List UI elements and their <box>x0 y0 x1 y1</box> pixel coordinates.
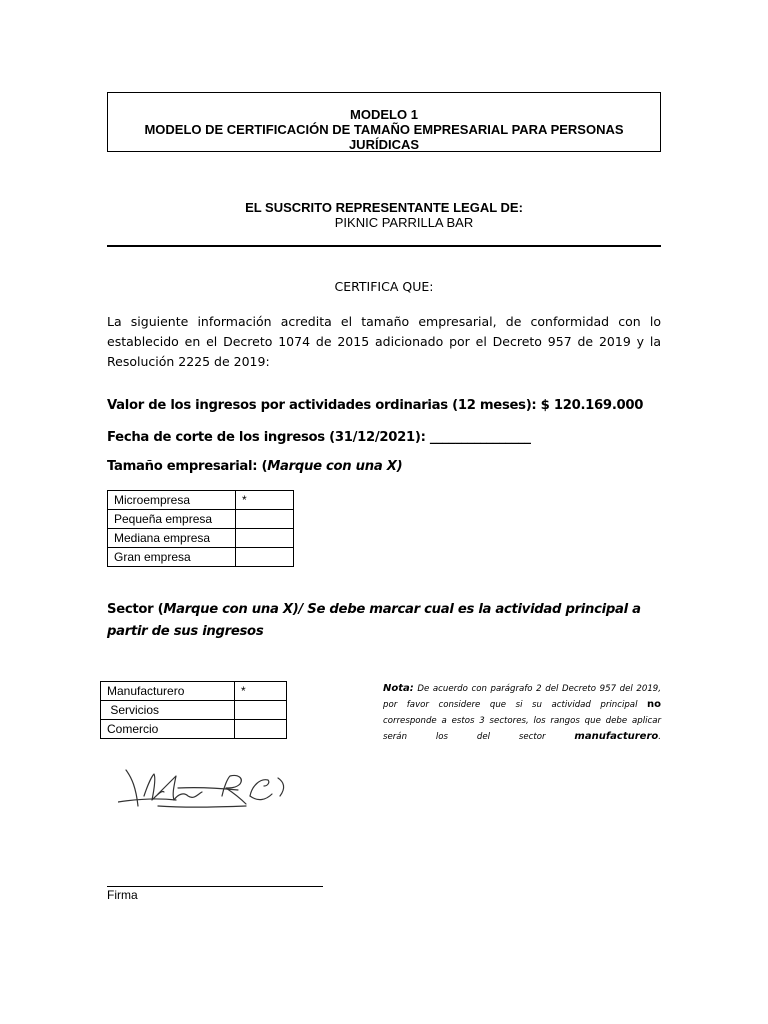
model-number: MODELO 1 <box>350 107 418 122</box>
table-row <box>108 529 294 548</box>
document-title: MODELO DE CERTIFICACIÓN DE TAMAÑO EMPRESARIAL PARA PERSONAS JURÍDICAS <box>144 122 624 152</box>
nota-bold-no: no <box>647 699 661 710</box>
company-name: PIKNIC PARRILLA BAR <box>334 215 474 230</box>
representante-heading: EL SUSCRITO REPRESENTANTE LEGAL DE: <box>245 200 523 215</box>
table-row <box>101 720 287 739</box>
nota-part-3: . <box>658 732 661 742</box>
tamano-mark-cell[interactable] <box>236 548 294 567</box>
sector-heading-prefix: Sector ( <box>107 602 164 617</box>
header-box <box>107 92 661 152</box>
tamano-heading <box>107 459 402 474</box>
sector-mark-cell[interactable] <box>235 701 287 720</box>
sector-heading <box>107 599 661 643</box>
fecha-corte-line: Fecha de corte de los ingresos (31/12/2021): ________________ <box>107 430 531 445</box>
tamano-table <box>107 490 294 567</box>
table-row <box>101 682 287 701</box>
firma-label: Firma <box>107 888 138 902</box>
table-row <box>108 491 294 510</box>
sector-option-label: Servicios <box>101 701 235 720</box>
sector-mark-cell[interactable] <box>235 720 287 739</box>
signature-image <box>118 766 293 816</box>
tamano-option-label: Mediana empresa <box>108 529 236 548</box>
nota-bold-manufacturero: manufacturero <box>574 731 659 742</box>
sector-option-label: Manufacturero <box>101 682 235 701</box>
table-row <box>101 701 287 720</box>
certifica-heading: CERTIFICA QUE: <box>334 279 434 294</box>
sector-table <box>100 681 287 739</box>
ingresos-line: Valor de los ingresos por actividades ordinarias (12 meses): $ 120.169.000 <box>107 398 644 413</box>
intro-paragraph: La siguiente información acredita el tamaño empresarial, de conformidad con lo establecido en el Decreto 1074 de 2015 adicionado por el Decreto 957 de 2019 y la Resolución 2225 de 2019: <box>107 314 661 369</box>
tamano-option-label: Gran empresa <box>108 548 236 567</box>
table-row <box>108 548 294 567</box>
tamano-mark-cell[interactable]: * <box>236 491 294 510</box>
tamano-mark-cell[interactable] <box>236 529 294 548</box>
tamano-option-label: Microempresa <box>108 491 236 510</box>
sector-heading-instruction: Marque con una X)/ Se debe marcar cual es la actividad principal a partir de sus ingresos <box>107 602 641 639</box>
sector-mark-cell[interactable]: * <box>235 682 287 701</box>
nota-part-1: De acuerdo con parágrafo 2 del Decreto 957 del 2019, por favor considere que si su actividad principal <box>383 684 661 710</box>
table-row <box>108 510 294 529</box>
tamano-option-label: Pequeña empresa <box>108 510 236 529</box>
sector-option-label: Comercio <box>101 720 235 739</box>
nota-part-2: corresponde a estos 3 sectores, los rangos que debe aplicar serán los del sector <box>383 716 661 742</box>
tamano-heading-instruction: Marque con una X) <box>267 459 403 474</box>
tamano-heading-prefix: Tamaño empresarial: ( <box>107 459 268 474</box>
nota-text <box>383 681 661 745</box>
divider-line <box>107 245 661 247</box>
tamano-mark-cell[interactable] <box>236 510 294 529</box>
nota-label: Nota: <box>383 683 414 694</box>
signature-line <box>107 886 323 887</box>
